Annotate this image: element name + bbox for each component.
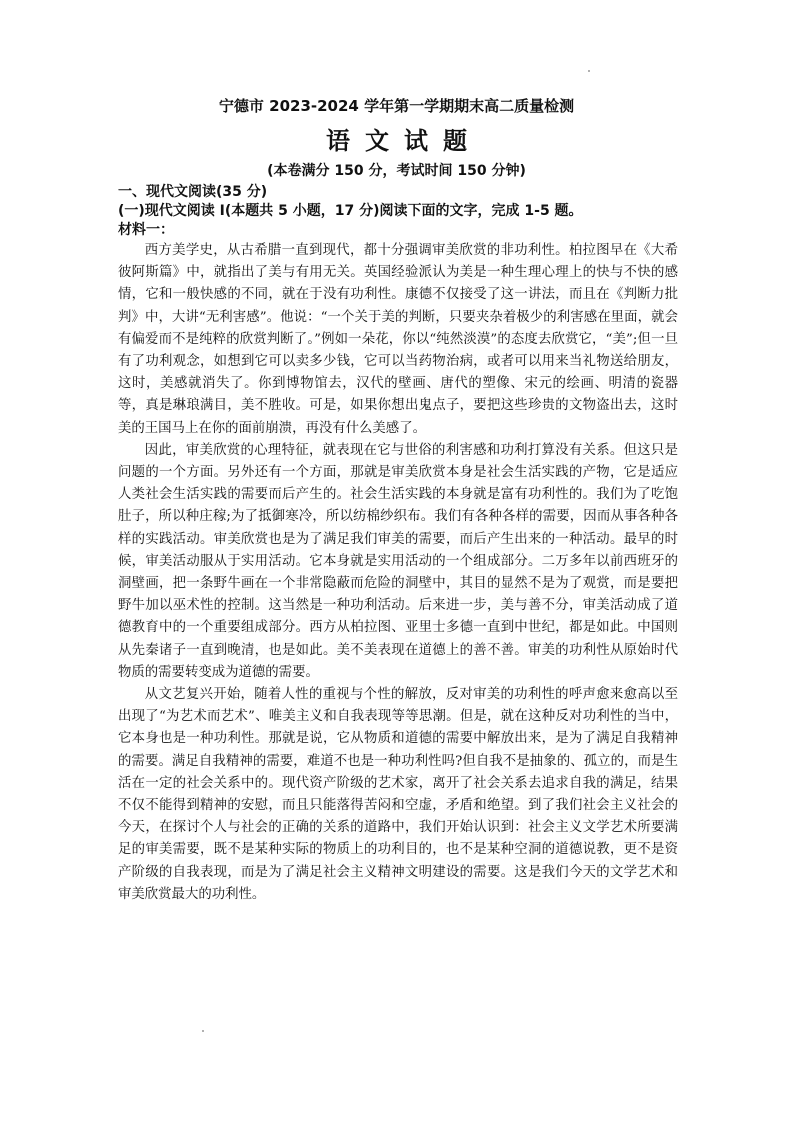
subject-title: 语文试题 <box>326 126 482 155</box>
scan-speck <box>202 1030 204 1032</box>
section-heading: 一、现代文阅读(35 分) <box>118 184 268 200</box>
passage-paragraph: 从文艺复兴开始，随着人性的重视与个性的解放，反对审美的功利性的呼声愈来愈高以至出现了“为艺术而艺术”、唯美主义和自我表现等等思潮。但是，就在这种反对功利性的当中，它本身也是一种功利性。那就是说，它从物质和道德的需要中解放出来，是为了满足自我精神的需要。满足自我精神的需要，难道不也是一种功利性吗?但自我不是抽象的、孤立的，而是生活在一定的社会关系中的。现代资产阶级的艺术家，离开了社会关系去追求自我的满足，结果不仅不能得到精神的安慰，而且只能落得苦闷和空虚，矛盾和绝望。到了我们社会主义社会的今天，在探讨个人与社会的正确的关系的道路中，我们开始认识到：社会主义文学艺术所要满足的审美需要，既不是某种实际的物质上的功利目的，也不是某种空洞的道德说教，更不是资产阶级的自我表现，而是为了满足社会主义精神文明建设的需要。这是我们今天的文学艺术和审美欣赏最大的功利性。 <box>118 687 678 902</box>
scan-speck <box>588 70 590 72</box>
passage-paragraph: 西方美学史，从古希腊一直到现代，都十分强调审美欣赏的非功利性。柏拉图早在《大希彼阿斯篇》中，就指出了美与有用无关。英国经验派认为美是一种生理心理上的快与不快的感情，它和一般快感的不同，就在于没有功利性。康德不仅接受了这一讲法，而且在《判断力批判》中，大讲“无利害感”。他说：“一个关于美的判断，只要夹杂着极少的利害感在里面，就会有偏爱而不是纯粹的欣赏判断了。”例如一朵花，你以“纯然淡漠”的态度去欣赏它，“美”;但一旦有了功利观念，如想到它可以卖多少钱，它可以当药物治病，或者可以用来当礼物送给朋友，这时，美感就消失了。你到博物馆去，汉代的壁画、唐代的塑像、宋元的绘画、明清的瓷器等，真是琳琅满目，美不胜收。可是，如果你想出鬼点子，要把这些珍贵的文物盗出去，这时美的王国马上在你的面前崩溃，再没有什么美感了。 <box>118 243 678 436</box>
passage-paragraph: 因此，审美欣赏的心理特征，就表现在它与世俗的利害感和功利打算没有关系。但这只是问题的一个方面。另外还有一个方面，那就是审美欣赏本身是社会生活实践的产物，它是适应人类社会生活实践的需要而后产生的。社会生活实践的本身就是富有功利性的。我们为了吃饱肚子，所以种庄稼;为了抵御寒冷，所以纺棉纱织布。我们有各种各样的需要，因而从事各种各样的实践活动。审美欣赏也是为了满足我们审美的需要，而后产生出来的一种活动。最早的时候，审美活动服从于实用活动。它本身就是实用活动的一个组成部分。二万多年以前西班牙的洞壁画，把一条野牛画在一个非常隐蔽而危险的洞壁中，其目的显然不是为了观赏，而是要把野牛加以巫术性的控制。这当然是一种功利活动。后来进一步，美与善不分，审美活动成了道德教育中的一个重要组成部分。西方从柏拉图、亚里士多德一直到中世纪，都是如此。中国则从先秦诸子一直到晚清，也是如此。美不美表现在道德上的善不善。审美的功利性从原始时代物质的需要转变成为道德的需要。 <box>118 442 678 680</box>
reading-passage <box>118 240 678 906</box>
sub-section-heading: (一)现代文阅读 I(本题共 5 小题，17 分)阅读下面的文字，完成 1-5 题。 <box>118 203 583 219</box>
exam-note: (本卷满分 150 分，考试时间 150 分钟) <box>267 163 526 179</box>
school-exam-title: 宁德市 2023-2024 学年第一学期期末高二质量检测 <box>218 97 575 115</box>
material-label: 材料一： <box>118 222 174 238</box>
